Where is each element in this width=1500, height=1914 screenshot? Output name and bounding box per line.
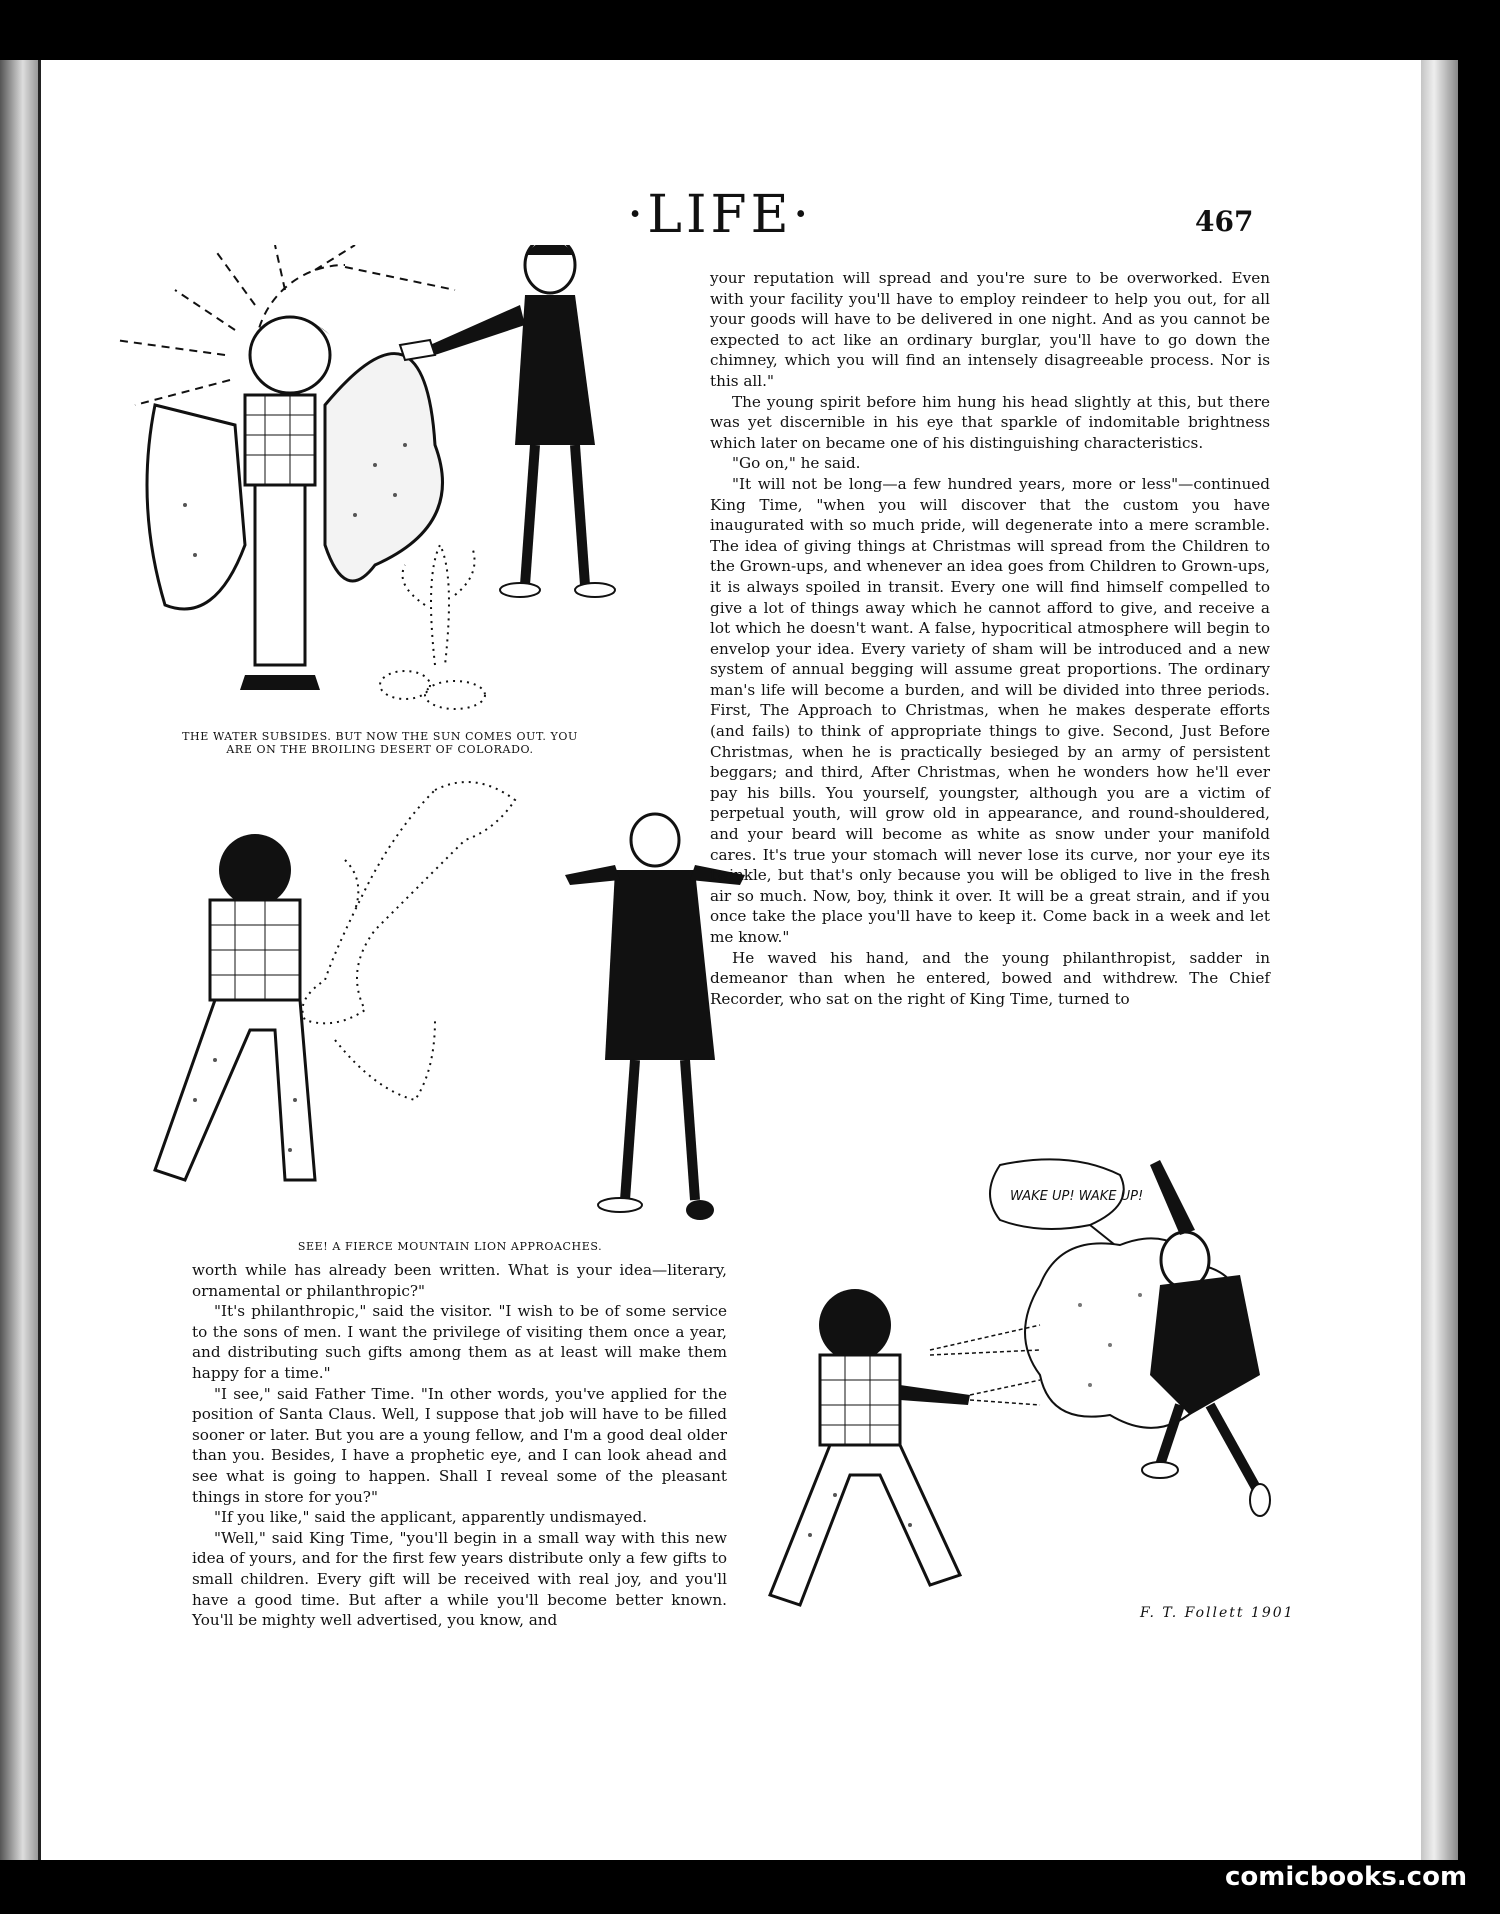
cartoon-mountain-lion-illustration xyxy=(115,770,755,1230)
paragraph: "If you like," said the applicant, apparently undismayed. xyxy=(214,1508,648,1527)
text-column-right xyxy=(710,268,1270,1009)
paragraph: He waved his hand, and the young philanthropist, sadder in demeanor than when he entered, bowed and withdrew. The Chief Recorder, who sat on the right of King Time, turned to xyxy=(710,948,1270,1008)
artist-signature: F. T. Follett 1901 xyxy=(1140,1605,1295,1621)
caption-cartoon-2: SEE! A FIERCE MOUNTAIN LION APPROACHES. xyxy=(297,1240,603,1253)
caption-cartoon-1: THE WATER SUBSIDES. BUT NOW THE SUN COMES OUT. YOU ARE ON THE BROILING DESERT OF COLORADO. xyxy=(182,730,578,756)
speech-balloon-text: WAKE UP! WAKE UP! xyxy=(1010,1189,1144,1204)
text-column-left xyxy=(192,1260,727,1631)
paragraph: "It's philanthropic," said the visitor. "I wish to be of some service to the sons of men. I want the privilege of visiting them once a year, and distributing such gifts among them as at least will make them happy for a time." xyxy=(192,1302,727,1382)
page-number: 467 xyxy=(1195,205,1254,238)
cartoon-wake-up-illustration xyxy=(740,1155,1300,1625)
paragraph: "Go on," he said. xyxy=(732,454,861,473)
masthead: ·LIFE· xyxy=(626,185,814,245)
cartoon-desert-illustration xyxy=(95,245,715,725)
paragraph: "I see," said Father Time. "In other words, you've applied for the position of Santa Claus. Well, I suppose that job will have to be filled sooner or later. But you are a young fellow, and I'm a good deal older than you. Besides, I have a prophetic eye, and I can look ahead and see what is going to happen. Shall I reveal some of the pleasant things in store for you?" xyxy=(192,1384,727,1506)
paragraph: "It will not be long—a few hundred years, more or less"—continued King Time, "when you will discover that the custom you have inaugurated with so much pride, will degenerate into a mere scramble. The idea of giving things at Christmas will spread from the Children to the Grown-ups, and whenever an idea goes from Children to Grown-ups, it is always spoiled in transit. Every one will find himself compelled to give a lot of things away which he cannot afford to give, and receive a lot which he doesn't want. A false, hypocritical atmosphere will begin to envelop your idea. Every variety of sham will be introduced and a new system of annual begging will assume great proportions. The ordinary man's life will become a burden, and will be divided into three periods. First, The Approach to Christmas, when he makes desperate efforts (and fails) to think of appropriate things to give. Second, Just Before Christmas, when he is practically besieged by an army of persistent beggars; and third, After Christmas, when he wonders how he'll ever pay his bills. You yourself, youngster, although you are a victim of perpetual youth, will grow old in appearance, and round-shouldered, and your beard will become as white as snow under your manifold cares. It's true your stomach will never lose its curve, nor your eye its twinkle, but that's only because you will be obliged to live in the fresh air so much. Now, boy, think it over. It will be a great strain, and if you once take the place you'll have to keep it. Come back in a week and let me know." xyxy=(710,474,1270,946)
paragraph: your reputation will spread and you're sure to be overworked. Even with your facility you'll have to employ reindeer to help you out, for all your goods will have to be delivered in one night. And as you cannot be expected to act like an ordinary burglar, you'll have to go down the chimney, which you will find an intensely disagreeable process. Nor is this all." xyxy=(710,269,1270,390)
paragraph: "Well," said King Time, "you'll begin in a small way with this new idea of yours, and for the first few years distribute only a few gifts to small children. Every gift will be received with real joy, and you'll have a good time. But after a while you'll become better known. You'll be mighty well advertised, you know, and xyxy=(192,1528,727,1630)
page-edge xyxy=(1418,60,1458,1860)
paragraph: worth while has already been written. What is your idea—literary, ornamental or philanthropic?" xyxy=(192,1261,727,1300)
book-spine xyxy=(0,60,38,1860)
watermark: comicbooks.com xyxy=(1225,1862,1468,1892)
paragraph: The young spirit before him hung his head slightly at this, but there was yet discernible in his eye that sparkle of indomitable brightness which later on became one of his distinguishing characteristics. xyxy=(710,392,1270,452)
